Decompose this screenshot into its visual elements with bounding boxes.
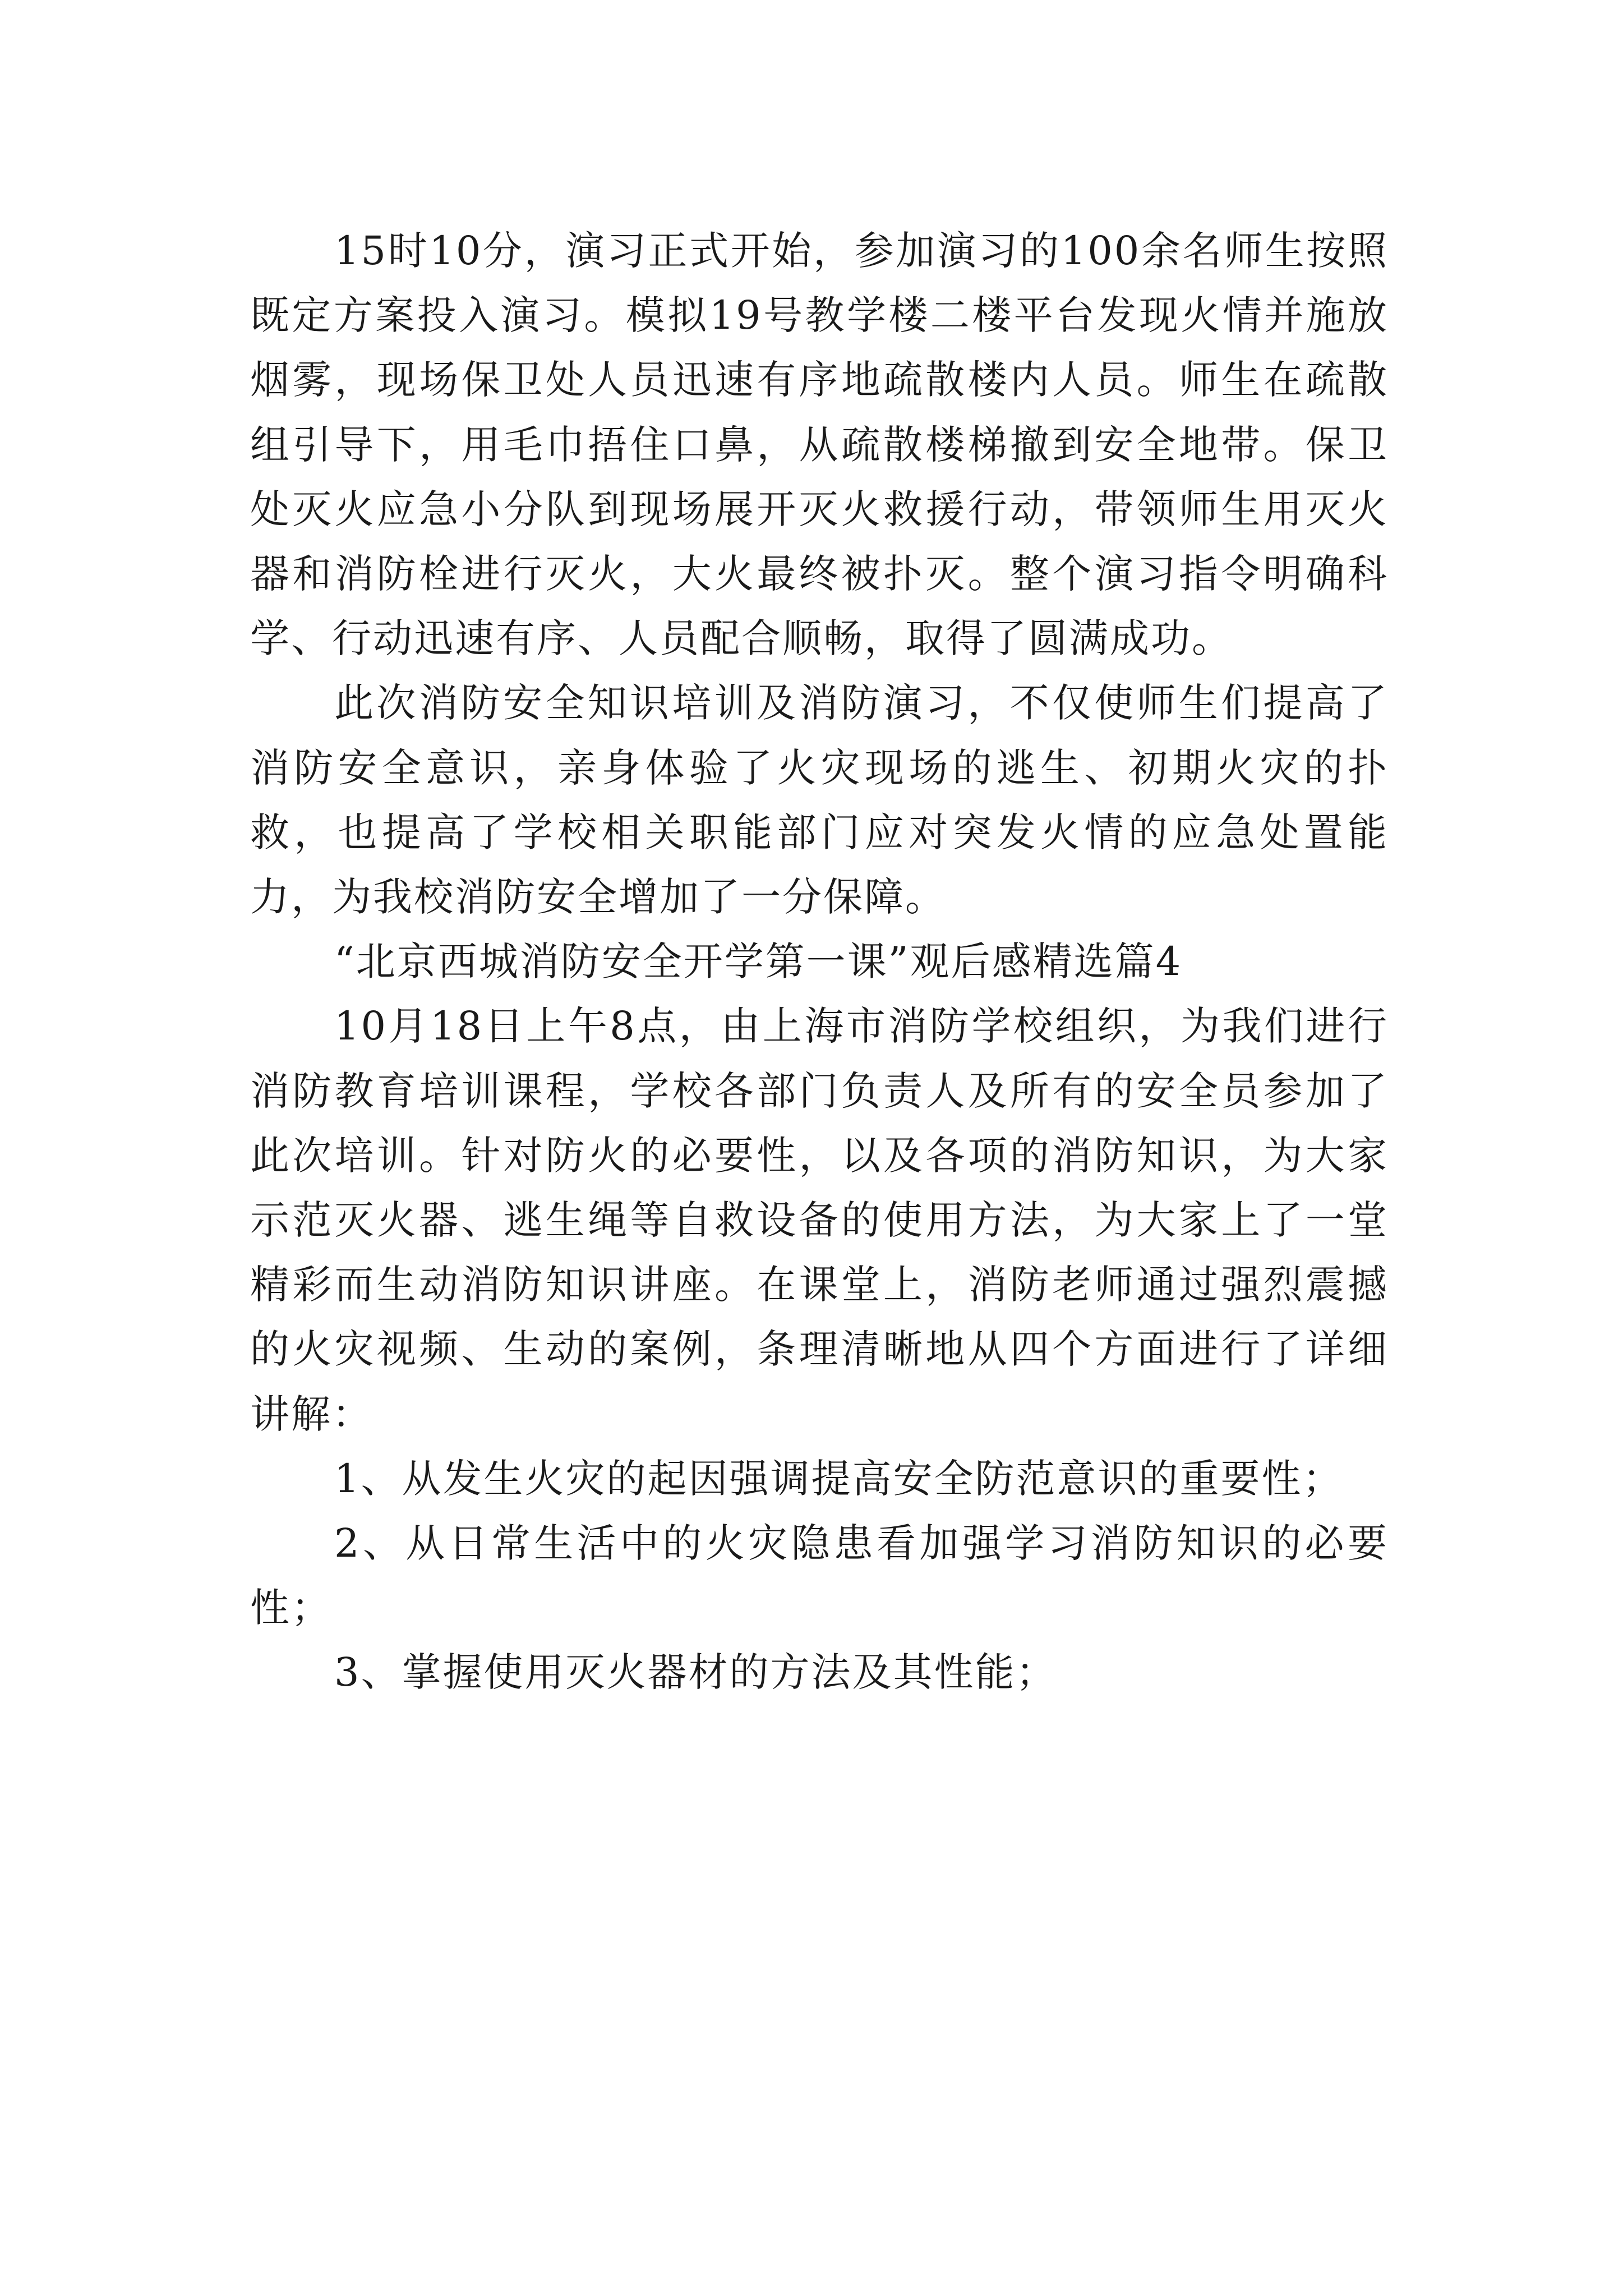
paragraph-summary: 此次消防安全知识培训及消防演习，不仅使师生们提高了消防安全意识，亲身体验了火灾现场的逃生、初期火灾的扑救，也提高了学校相关职能部门应对突发火情的应急处置能力，为我校消防安全增加了一分保障。 xyxy=(250,680,1389,921)
paragraph-drill: 15时10分，演习正式开始，参加演习的100余名师生按照既定方案投入演习。模拟19号教学楼二楼平台发现火情并施放烟雾，现场保卫处人员迅速有序地疏散楼内人员。师生在疏散组引导下，用毛巾捂住口鼻，从疏散楼梯撤到安全地带。保卫处灭火应急小分队到现场展开灭火救援行动，带领师生用灭火器和消防栓进行灭火，大火最终被扑灭。整个演习指令明确科学、行动迅速有序、人员配合顺畅，取得了圆满成功。 xyxy=(250,228,1389,662)
list-item-1: 1、从发生火灾的起因强调提高安全防范意识的重要性； xyxy=(334,1455,1344,1502)
section-heading: “北京西城消防安全开学第一课”观后感精选篇4 xyxy=(334,938,1183,985)
list-item-2: 2、从日常生活中的火灾隐患看加强学习消防知识的必要性； xyxy=(250,1520,1389,1631)
body-text xyxy=(250,219,1389,1705)
paragraph-intro: 10月18日上午8点，由上海市消防学校组织，为我们进行消防教育培训课程，学校各部门负责人及所有的安全员参加了此次培训。针对防火的必要性，以及各项的消防知识，为大家示范灭火器、逃生绳等自救设备的使用方法，为大家上了一堂精彩而生动消防知识讲座。在课堂上，消防老师通过强烈震撼的火灾视频、生动的案例，条理清晰地从四个方面进行了详细讲解： xyxy=(250,1003,1389,1437)
list-item-3: 3、掌握使用灭火器材的方法及其性能； xyxy=(334,1649,1057,1696)
